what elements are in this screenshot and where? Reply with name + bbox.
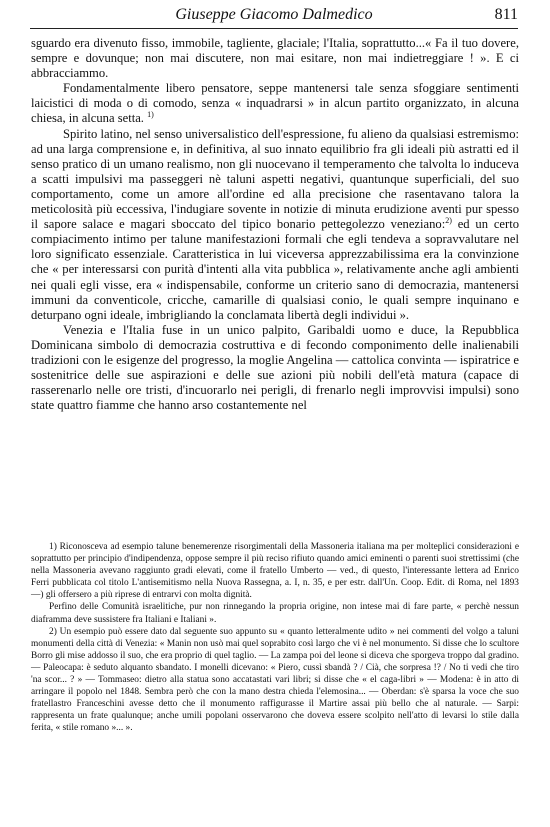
paragraph-4: Venezia e l'Italia fuse in un unico palpito, Garibaldi uomo e duce, la Repubblica Dominicana simbolo di democrazia costruttiva e di fecondo componimento delle inalienabili tradizioni con le esigenze del progresso, la moglie Angelina — cattolica convinta — ispiratrice e sostenitrice delle sue aspirazioni e delle sue azioni più nobili dell'età matura (capace di rasserenarlo nelle ore tristi, d'incuorarlo nei perigli, di frenarlo negli improvvisi impulsi) sono state quattro fiamme che hanno arso costantemente nel [31,322,519,413]
footnote-ref-1: 1) [147,110,154,120]
paragraph-3-text-b: ed un certo compiacimento intimo per talune manifestazioni formali che egli tendeva a sopravvalutare nel loro significato essenziale. Caratteristica in lui viceversa apprezzabilissima era la convinzione che « per interessarsi con purità d'intenti alla vita pubblica », relativamente anche agli ambienti nei quali egli visse, era « indispensabile, conforme un criterio sano di democrazia, mantenersi immuni da conventicole, cricche, camarille di qualsiasi conio, le quali sempre inquinano e deturpano ogni ideale, imbrigliando la conclamata libertà degli individui ». [31,217,519,322]
paragraph-2 [31,81,519,126]
main-text [31,36,519,413]
footnote-2: 2) Un esempio può essere dato dal seguente suo appunto su « quanto letteralmente udito » nei commenti del volgo a taluni monumenti della città di Venezia: « Manin non usò mai quel soprabito così largo che vi è nel monumento. Si disse che lo scultore Borro gli mise addosso il suo, che era proprio di quel taglio. — La zampa poi del leone si diceva che sporgeva troppo dal gradino. — Paleocapa: è seduto alquanto sbandato. I monelli dicevano: « Piero, cussì sbandà ? / Cià, che sorpresa !? / No ti vedi che tiro 'na scor... ? » — Tommaseo: dietro alla statua sono accatastati vari libri; si disse che « el caga-libri » — Modena: è in atto di arringare il popolo nel 1848. Sembra però che con la mano destra chieda l'elemosina... — Oberdan: s'è sparsa la voce che suo fratellastro Franceschini avesse detto che il monumento raffigurasse il Martire assai più bello che al naturale. — Sarpi: rappresenta un frate qualunque; anche umili popolani osservarono che doveva essere scolpito nell'atto di levarsi lo stile dalla ferita, « stile romano »... ». [31,626,519,734]
paragraph-1: sguardo era divenuto fisso, immobile, tagliente, glaciale; l'Italia, soprattutto...« Fa il tuo dovere, sempre e dovunque; non mai discutere, non mai esitare, non mai indietreggiare ! ». E ci abbracciammo. [31,36,519,81]
paragraph-2-text: Fondamentalmente libero pensatore, seppe mantenersi tale senza sfoggiare sentimenti laicistici di moda o di comodo, senza « inquadrarsi » in alcun partito organizzato, in alcuna chiesa, in alcuna setta. [31,81,519,126]
footnote-ref-2: 2) [445,215,452,225]
running-title: Giuseppe Giacomo Dalmedico [175,6,373,23]
footnotes [31,541,519,735]
page-number: 811 [494,6,518,23]
running-header [30,6,518,29]
paragraph-3-text-a: Spirito latino, nel senso universalistico dell'espressione, fu alieno da qualsiasi estremismo: ad una larga comprensione e, in definitiva, al suo innato equilibrio fra gli ideali più astratti ed il senso pratico di un umano realismo, non gli nuocevano il temperamento che talvolta lo induceva a scatti impulsivi ma passeggeri nè taluni aspetti negativi, quantunque superficiali, del suo comportamento, come un amore all'ordine ed alla precisione che rasentavano talora la meticolosità più eccessiva, l'indugiare sovente in notizie di minuta erudizione aventi pur spesso il sapore salace e magari sboccato del tipico bonario pettegolezzo veneziano: [31,126,519,232]
footnote-1-continued: Perfino delle Comunità israelitiche, pur non rinnegando la propria origine, non intese mai di fare parte, « perchè nessun diaframma deve sussistere fra Italiani e Italiani ». [31,602,519,625]
paragraph-3 [31,127,519,323]
footnote-1: 1) Riconosceva ad esempio talune benemerenze risorgimentali della Massoneria italiana ma per molteplici considerazioni e soprattutto per principio d'indipendenza, oppose sempre il più reciso rifiuto quando amici eminenti o parenti suoi strettissimi (che nella Massoneria avevano raggiunto gradi elevati, come il fratello Umberto — ved., di questo, l'interessante lettera ad Enrico Ferri pubblicata col titolo L'antisemitismo nella Nuova Rassegna, a. I, n. 35, e per estr. dall'Un. Coop. Edit. di Roma, nel 1893 —) gli offersero a più riprese di entrarvi con molta dignità. [31,542,519,601]
